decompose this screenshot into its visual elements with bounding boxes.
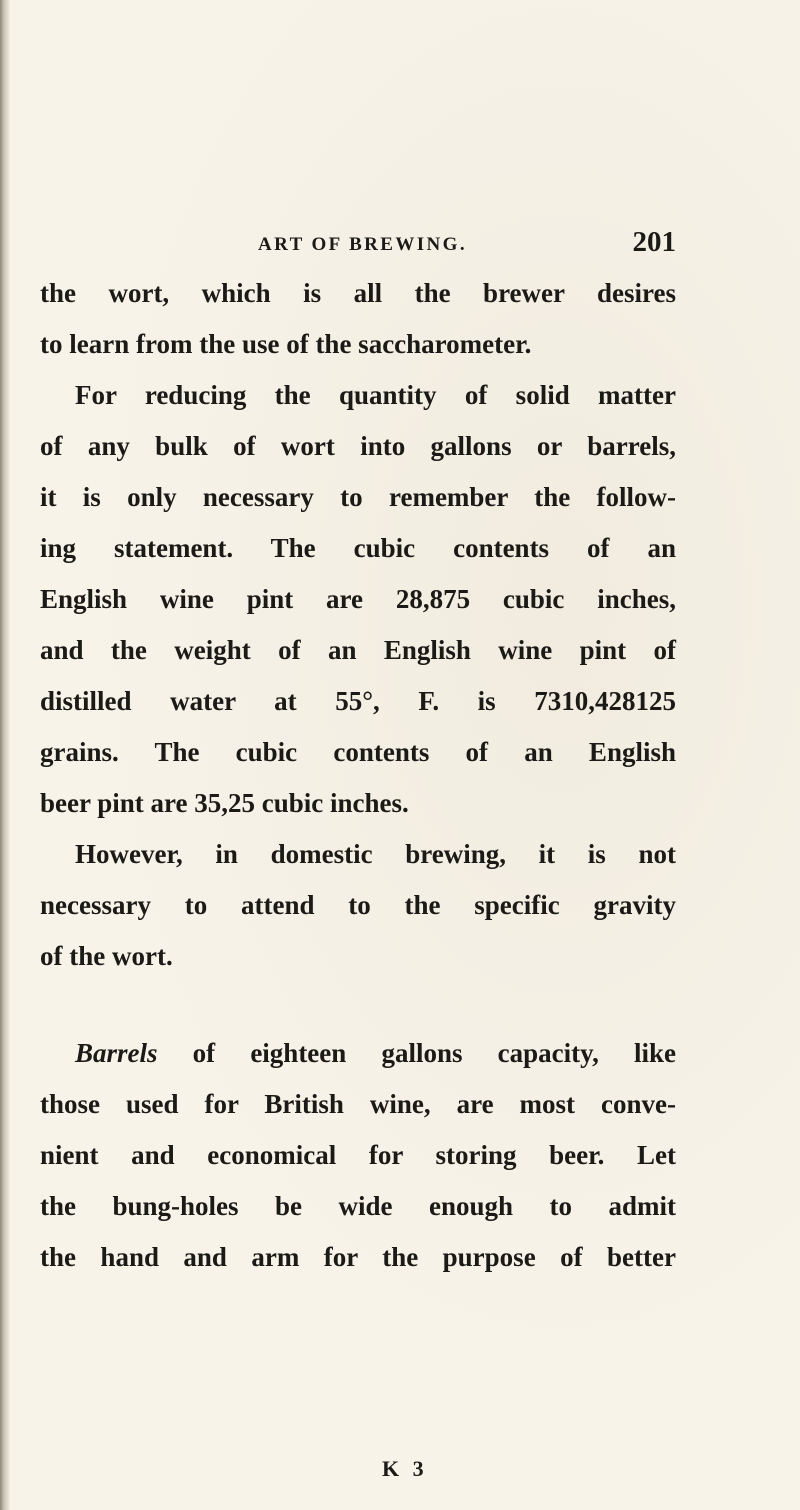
text-line: it is only necessary to remember the follow- [40, 482, 676, 512]
text-line: grains. The cubic contents of an English [40, 737, 676, 767]
running-title: ART OF BREWING. [258, 234, 467, 255]
text-line: the wort, which is all the brewer desires [40, 278, 676, 308]
text-line: necessary to attend to the specific gravity [40, 890, 676, 920]
text-line: nient and economical for storing beer. Let [40, 1140, 676, 1170]
page-number: 201 [632, 226, 676, 258]
text-line: the hand and arm for the purpose of better [40, 1242, 676, 1272]
text-line: For reducing the quantity of solid matter [75, 380, 676, 410]
text-line: distilled water at 55°, F. is 7310,428125 [40, 686, 676, 716]
text-line: beer pint are 35,25 cubic inches. [40, 788, 409, 818]
running-head [40, 226, 676, 266]
text-line: English wine pint are 28,875 cubic inches, [40, 584, 676, 614]
text-line: the bung-holes be wide enough to admit [40, 1191, 676, 1221]
text-line: However, in domestic brewing, it is not [75, 839, 676, 869]
barrels-line-rest: of eighteen gallons capacity, like [157, 1038, 676, 1068]
binding-edge [0, 0, 10, 1510]
body-text [40, 268, 676, 1283]
barrels-term: Barrels [75, 1038, 158, 1068]
text-line: of the wort. [40, 941, 173, 971]
text-line: and the weight of an English wine pint of [40, 635, 676, 665]
signature-mark: K 3 [382, 1456, 428, 1481]
text-line: those used for British wine, are most conve- [40, 1089, 676, 1119]
text-line: to learn from the use of the saccharometer. [40, 329, 532, 359]
text-line: ing statement. The cubic contents of an [40, 533, 676, 563]
text-line: of any bulk of wort into gallons or barrels, [40, 431, 676, 461]
text-line-barrels [40, 1028, 676, 1079]
